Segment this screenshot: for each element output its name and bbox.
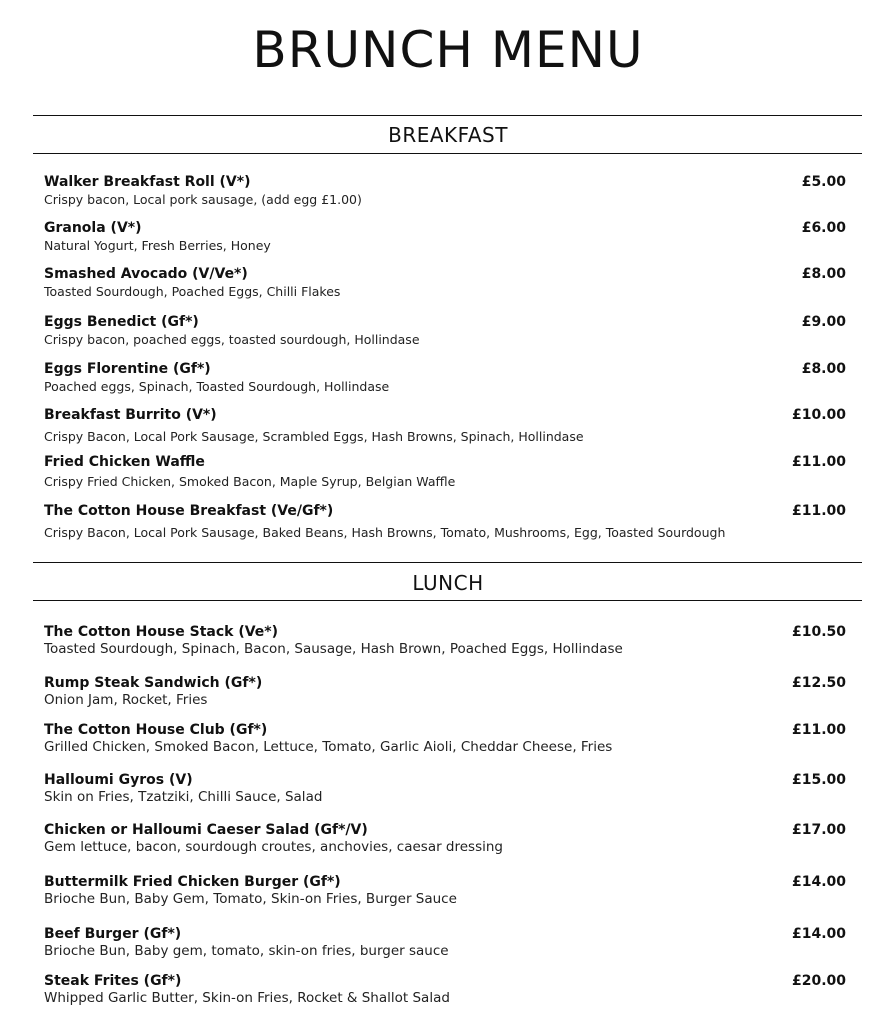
- item-name: Eggs Florentine (Gf*): [44, 361, 211, 377]
- item-name: Buttermilk Fried Chicken Burger (Gf*): [44, 874, 341, 890]
- item-name: The Cotton House Club (Gf*): [44, 722, 268, 738]
- item-name: Chicken or Halloumi Caeser Salad (Gf*/V): [44, 822, 368, 838]
- item-name: Beef Burger (Gf*): [44, 926, 182, 942]
- menu-item: [44, 721, 854, 756]
- lunch-bottom-rule: [33, 600, 862, 601]
- item-description: Toasted Sourdough, Poached Eggs, Chilli Flakes: [44, 284, 341, 299]
- item-price: £11.00: [791, 503, 846, 519]
- item-description: Skin on Fries, Tzatziki, Chilli Sauce, Salad: [44, 789, 323, 805]
- menu-item: [44, 925, 854, 960]
- item-price: £10.50: [791, 624, 846, 640]
- menu-item: [44, 873, 854, 908]
- menu-item: [44, 771, 854, 806]
- item-description: Poached eggs, Spinach, Toasted Sourdough, Hollindase: [44, 379, 390, 394]
- item-description: Toasted Sourdough, Spinach, Bacon, Sausage, Hash Brown, Poached Eggs, Hollindase: [44, 641, 623, 657]
- breakfast-heading: BREAKFAST: [388, 123, 508, 147]
- item-description: Whipped Garlic Butter, Skin-on Fries, Rocket & Shallot Salad: [44, 990, 450, 1006]
- item-price: £8.00: [801, 266, 846, 282]
- item-name: Smashed Avocado (V/Ve*): [44, 266, 248, 282]
- lunch-heading: LUNCH: [412, 571, 484, 595]
- item-description: Natural Yogurt, Fresh Berries, Honey: [44, 238, 271, 253]
- item-price: £14.00: [791, 926, 846, 942]
- lunch-top-rule: [33, 562, 862, 563]
- item-name: The Cotton House Breakfast (Ve/Gf*): [44, 503, 334, 519]
- menu-item: [44, 453, 854, 490]
- item-description: Brioche Bun, Baby gem, tomato, skin-on fries, burger sauce: [44, 943, 449, 959]
- item-name: Halloumi Gyros (V): [44, 772, 193, 788]
- item-price: £20.00: [791, 973, 846, 989]
- menu-item: [44, 313, 854, 348]
- item-name: Eggs Benedict (Gf*): [44, 314, 199, 330]
- breakfast-bottom-rule: [33, 153, 862, 154]
- menu-item: [44, 502, 854, 541]
- menu-item: [44, 406, 854, 445]
- item-description: Crispy Bacon, Local Pork Sausage, Scrambled Eggs, Hash Browns, Spinach, Hollindase: [44, 429, 584, 444]
- item-description: Gem lettuce, bacon, sourdough croutes, anchovies, caesar dressing: [44, 839, 503, 855]
- menu-item: [44, 674, 854, 709]
- item-name: Granola (V*): [44, 220, 142, 236]
- item-description: Onion Jam, Rocket, Fries: [44, 692, 208, 708]
- item-price: £8.00: [801, 361, 846, 377]
- item-name: The Cotton House Stack (Ve*): [44, 624, 279, 640]
- item-name: Fried Chicken Waffle: [44, 454, 205, 470]
- menu-item: [44, 360, 854, 395]
- menu-item: [44, 173, 854, 208]
- item-price: £14.00: [791, 874, 846, 890]
- menu-item: [44, 623, 854, 658]
- item-name: Rump Steak Sandwich (Gf*): [44, 675, 263, 691]
- item-description: Crispy bacon, poached eggs, toasted sourdough, Hollindase: [44, 332, 420, 347]
- item-description: Crispy Fried Chicken, Smoked Bacon, Maple Syrup, Belgian Waffle: [44, 474, 456, 489]
- menu-item: [44, 972, 854, 1007]
- item-price: £17.00: [791, 822, 846, 838]
- item-description: Grilled Chicken, Smoked Bacon, Lettuce, Tomato, Garlic Aioli, Cheddar Cheese, Fries: [44, 739, 613, 755]
- item-name: Steak Frites (Gf*): [44, 973, 182, 989]
- menu-title: BRUNCH MENU: [252, 21, 644, 79]
- item-description: Brioche Bun, Baby Gem, Tomato, Skin-on Fries, Burger Sauce: [44, 891, 457, 907]
- item-name: Breakfast Burrito (V*): [44, 407, 217, 423]
- item-price: £12.50: [791, 675, 846, 691]
- menu-item: [44, 265, 854, 300]
- item-price: £9.00: [801, 314, 846, 330]
- menu-item: [44, 219, 854, 254]
- item-price: £15.00: [791, 772, 846, 788]
- menu-item: [44, 821, 854, 856]
- item-price: £10.00: [791, 407, 846, 423]
- item-price: £11.00: [791, 722, 846, 738]
- item-price: £11.00: [791, 454, 846, 470]
- item-description: Crispy Bacon, Local Pork Sausage, Baked Beans, Hash Browns, Tomato, Mushrooms, Egg, Toasted Sourdough: [44, 525, 726, 540]
- item-name: Walker Breakfast Roll (V*): [44, 174, 251, 190]
- item-description: Crispy bacon, Local pork sausage, (add egg £1.00): [44, 192, 362, 207]
- item-price: £5.00: [801, 174, 846, 190]
- breakfast-top-rule: [33, 115, 862, 116]
- item-price: £6.00: [801, 220, 846, 236]
